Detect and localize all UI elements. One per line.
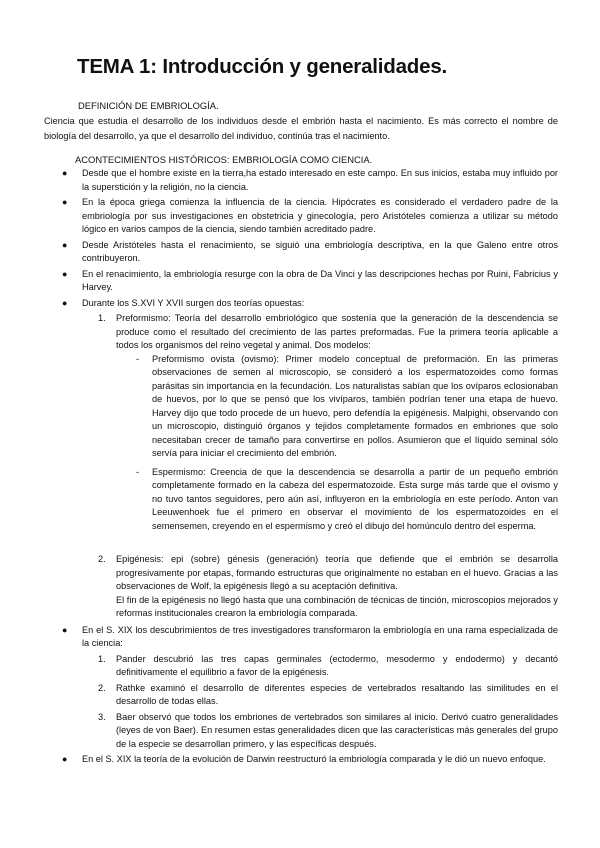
definition-heading: DEFINICIÓN DE EMBRIOLOGÍA.: [78, 100, 219, 111]
dash-icon: -: [136, 466, 140, 477]
researcher-item-pander: [0, 653, 558, 680]
list-item: [0, 624, 558, 651]
item-number: 2.: [98, 554, 106, 564]
bullet-icon: ●: [62, 239, 68, 250]
list-item-text: Desde que el hombre existe en la tierra,ha estado interesado en este campo. En sus inicios, estaba muy influido por la superstición y la religión, no la ciencia.: [82, 168, 558, 192]
list-item: [0, 268, 558, 295]
bullet-icon: ●: [62, 297, 68, 308]
list-item-text: En la época griega comienza la influencia de la ciencia. Hipócrates es considerado el verdadero padre de la embriología por sus investigaciones en obstetricia y ginecología, pero Aristóteles comienza a utilizar su método lógico en varios campos de la ciencia, siendo también acreditado padre.: [82, 197, 558, 234]
list-item-text: Durante los S.XVI Y XVII surgen dos teorías opuestas:: [82, 297, 305, 308]
bullet-icon: ●: [62, 197, 68, 207]
bullet-icon: ●: [62, 268, 68, 279]
list-item: [0, 167, 558, 194]
list-item: [0, 297, 558, 311]
list-item-text: En el S. XIX los descubrimientos de tres investigadores transformaron la embriología en una rama especializada de la ciencia:: [82, 624, 558, 648]
list-item: [0, 753, 558, 767]
theory-text: El fin de la epigénesis no llegó hasta que una combinación de técnicas de tinción, microscopios mejorados y reformas institucionales crearon la embriología comparada.: [116, 594, 558, 618]
list-item-text: En el renacimiento, la embriología resurge con la obra de Da Vinci y las descripciones hechas por Ruini, Fabricius y Harvey.: [82, 268, 558, 292]
list-item-text: Desde Aristóteles hasta el renacimiento, se siguió una embriología descriptiva, en la que Galeno entre otros contribuyeron.: [82, 239, 558, 263]
item-number: 2.: [98, 682, 106, 693]
researcher-text: Baer observó que todos los embriones de vertebrados son similares al inicio. Derivó cuatro generalidades (leyes de von Baer). En resumen estas generalidades dicen que las características más generales del grupo de la especie se desarrollan primero, y las específicas después.: [116, 711, 558, 749]
list-item: [0, 196, 558, 237]
item-number: 3.: [98, 711, 106, 722]
subtheory-ovismo: [0, 353, 558, 461]
theory-item-epigenesis-end: [0, 594, 558, 621]
list-item-text: En el S. XIX la teoría de la evolución de Darwin reestructuró la embriología comparada y le dió un nuevo enfoque.: [82, 754, 546, 764]
theory-item-preformismo: [0, 312, 558, 353]
researcher-text: Rathke examinó el desarrollo de diferentes especies de vertebrados resaltando las similitudes en el desarrollo de todas ellas.: [116, 682, 558, 706]
item-number: 1.: [98, 313, 106, 323]
history-heading: ACONTECIMIENTOS HISTÓRICOS: EMBRIOLOGÍA COMO CIENCIA.: [75, 154, 373, 165]
bullet-icon: ●: [62, 754, 68, 764]
theory-item-epigenesis: [0, 553, 558, 594]
subtheory-text: Preformismo ovista (ovismo): Primer modelo conceptual de preformación. En las primeras observaciones de semen al microscopio, se consideró a los espermatozoides como formas parásitas sin importancia en la fecundación. Los naturalistas sabían que los ovíparos eclosionaban de huevos, por lo que se pensó que los vivíparos, también podrían tener una etapa de huevo. Harvey dijo que todo procede de un huevo, pero defendía la epigénesis. Malpighi, observando con un microscopio, distinguió órganos y tejidos completamente formados en embriones que solo necesitaban crecer de tamaño para convertirse en pollos. Asumieron que el líquido seminal sólo servía para iniciar el crecimiento del embrión.: [152, 353, 558, 458]
definition-text: Ciencia que estudia el desarrollo de los individuos desde el embrión hasta el nacimiento. Es más correcto el nombre de biología del desarrollo, ya que el desarrollo del individuo, continúa tras el nacimiento.: [44, 116, 558, 141]
list-item: [0, 239, 558, 266]
theory-text: Preformismo: Teoría del desarrollo embriológico que sostenía que la generación de la descendencia se produce como el resultado del crecimiento de las partes preformadas. Fue la primera teoría aplicable a todos los organismos del reino vegetal y animal. Dos modelos:: [116, 313, 558, 350]
researcher-item-rathke: [0, 682, 558, 709]
researcher-text: Pander descubrió las tres capas germinales (ectodermo, mesodermo y endodermo) y decantó definitivamente el equilibrio a favor de la epigénesis.: [116, 653, 558, 677]
bullet-icon: ●: [62, 168, 68, 178]
page-title: TEMA 1: Introducción y generalidades.: [77, 55, 448, 78]
researcher-item-baer: [0, 711, 558, 752]
bullet-icon: ●: [62, 624, 68, 635]
item-number: 1.: [98, 653, 106, 664]
theory-text: Epigénesis: epi (sobre) génesis (generación) teoría que defiende que el embrión se desarrolla progresivamente por etapas, formando estructuras que originalmente no estaban en el huevo. Gracias a las observaciones de Wolf, la epigénesis llegó a su aceptación definitiva.: [116, 554, 558, 591]
dash-icon: -: [136, 353, 140, 364]
subtheory-text: Espermismo: Creencia de que la descendencia se desarrolla a partir de un pequeño embrión completamente formado en la cabeza del espermatozoide. Esta surge más tarde que el ovismo y no tuvo tantos seguidores, pero aún así, influyeron en la embriología en este período. Anton van Leeuwenhoek fue el primero en observar el movimiento de los espermatozoides en el semensemen, creyendo en el espermismo y creó el dibujo del homúnculo dentro del esperma.: [152, 466, 558, 531]
subtheory-espermismo: [0, 466, 558, 534]
history-list: [0, 167, 600, 769]
